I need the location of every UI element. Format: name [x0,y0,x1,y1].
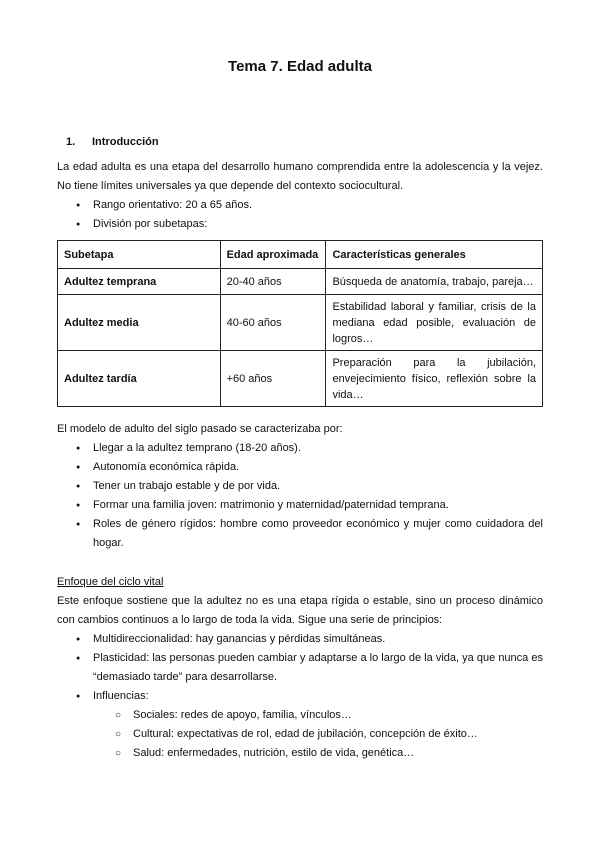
list-item: ● Rango orientativo: 20 a 65 años. [57,196,543,215]
substages-table [57,240,543,407]
section-number: 1. [66,136,76,148]
list-item: ● Roles de género rígidos: hombre como proveedor económico y mujer como cuidadora del hogar. [57,515,543,553]
table-cell-traits: Estabilidad laboral y familiar, crisis de la mediana edad posible, evaluación de logros… [326,295,543,351]
table-row [58,295,543,351]
list-item: ● Formar una familia joven: matrimonio y maternidad/paternidad temprana. [57,496,543,515]
principles-bullet-list [57,630,543,763]
lifespan-heading: Enfoque del ciclo vital [57,576,164,588]
table-cell-age: 40-60 años [220,295,326,351]
list-item: ● Plasticidad: las personas pueden cambiar y adaptarse a lo largo de la vida, ya que nunca es “demasiado tarde” para desarrollarse. [57,649,543,687]
list-item: ● División por subetapas: [57,215,543,234]
list-item: ● Llegar a la adultez temprano (18-20 años). [57,439,543,458]
table-cell-stage: Adultez media [58,295,221,351]
table-cell-traits: Búsqueda de anatomía, trabajo, pareja… [326,269,543,295]
table-cell-stage: Adultez tardía [58,351,221,407]
list-item: ● Tener un trabajo estable y de por vida. [57,477,543,496]
influences-sublist [93,706,543,763]
section-title: Introducción [92,136,159,148]
model-lead: El modelo de adulto del siglo pasado se caracterizaba por: [57,423,343,435]
lifespan-line-1: Este enfoque sostiene que la adultez no es una etapa rígida o estable, sino un proceso dinámico [57,595,543,607]
section-heading [66,133,159,152]
table-header-cell: Edad aproximada [220,241,326,269]
intro-line-2: No tiene límites universales ya que depende del contexto sociocultural. [57,180,404,192]
table-header-row [58,241,543,269]
sub-list-item: ○ Sociales: redes de apoyo, familia, vínculos… [93,706,543,725]
table-cell-age: 20-40 años [220,269,326,295]
table-cell-traits: Preparación para la jubilación, envejecimiento físico, reflexión sobre la vida… [326,351,543,407]
table-header-cell: Características generales [326,241,543,269]
table-cell-stage: Adultez temprana [58,269,221,295]
list-item: ● Multidireccionalidad: hay ganancias y pérdidas simultáneas. [57,630,543,649]
influences-label: Influencias: [93,690,149,702]
lifespan-line-2: con cambios continuos a lo largo de toda la vida. Sigue una serie de principios: [57,614,443,626]
table-row [58,351,543,407]
intro-bullet-list [57,196,543,234]
list-item [57,687,543,763]
list-item: ● Autonomía económica rápida. [57,458,543,477]
table-row [58,269,543,295]
document-title: Tema 7. Edad adulta [228,58,372,75]
sub-list-item: ○ Cultural: expectativas de rol, edad de jubilación, concepción de éxito… [93,725,543,744]
table-cell-age: +60 años [220,351,326,407]
intro-line-1: La edad adulta es una etapa del desarrollo humano comprendida entre la adolescencia y la vejez. [57,161,543,173]
table-header-cell: Subetapa [58,241,221,269]
sub-list-item: ○ Salud: enfermedades, nutrición, estilo de vida, genética… [93,744,543,763]
model-bullet-list [57,439,543,553]
